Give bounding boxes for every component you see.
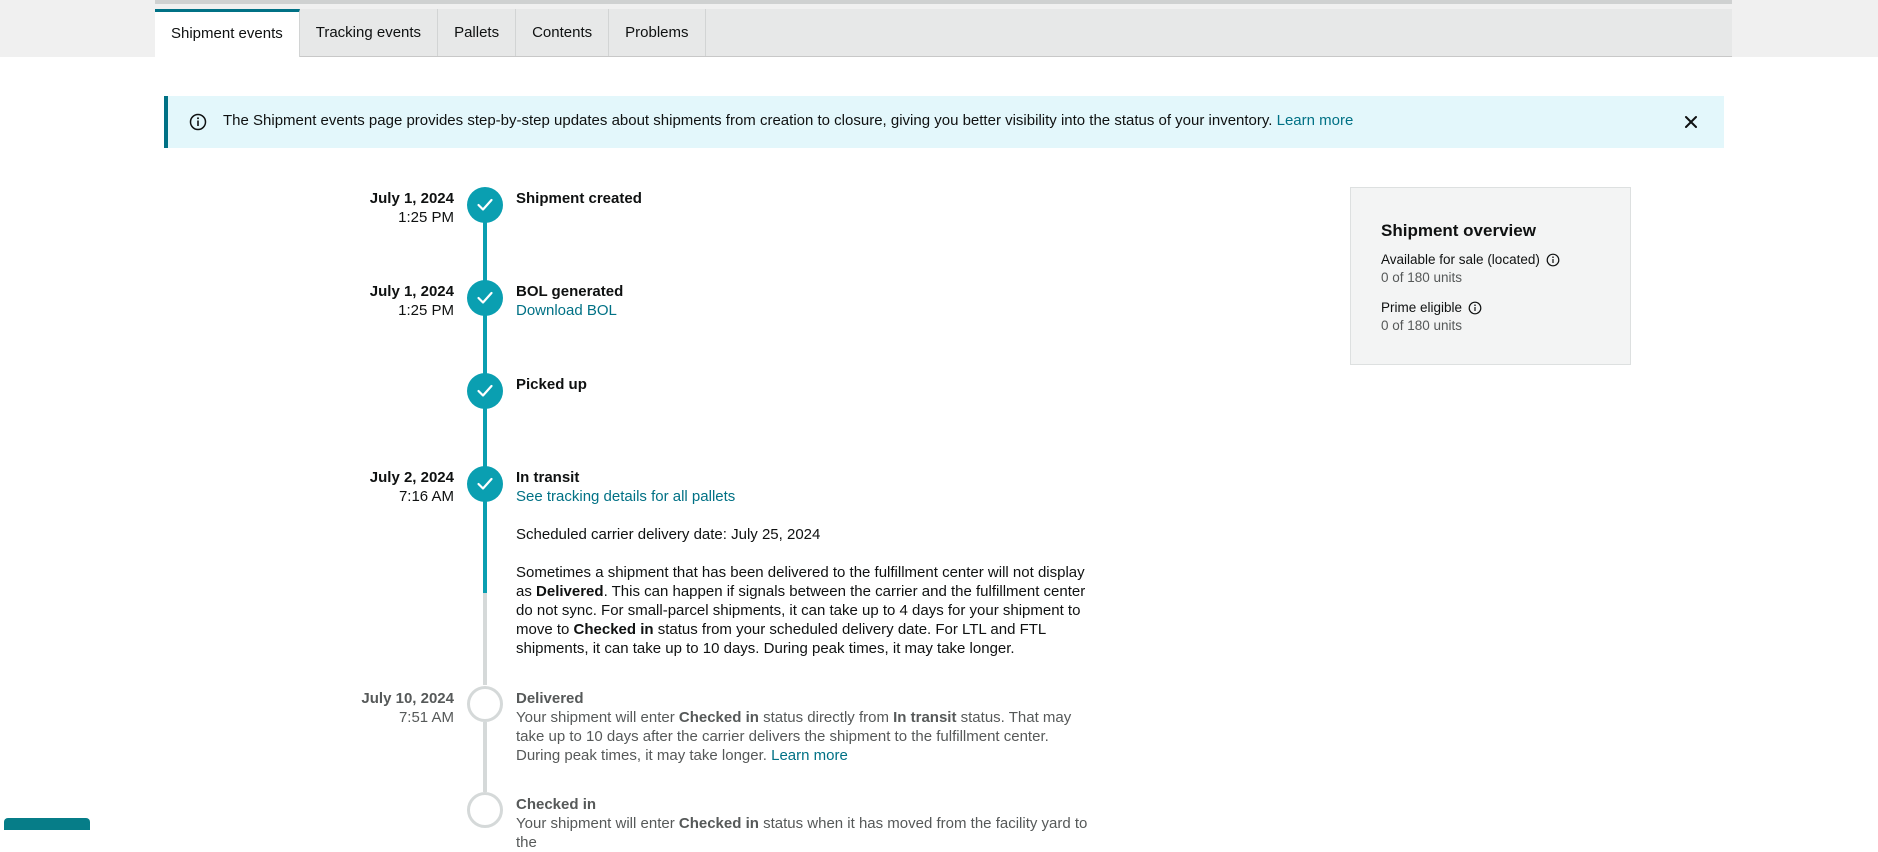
event-date — [254, 189, 454, 227]
event-date-day: July 1, 2024 — [369, 190, 454, 207]
event-shipment-created — [516, 189, 1096, 208]
available-for-sale-row — [1381, 251, 1560, 287]
overview-title: Shipment overview — [1381, 221, 1536, 240]
timeline-connector — [483, 722, 487, 792]
download-bol-link[interactable]: Download BOL — [516, 302, 617, 319]
tab-tracking-events[interactable]: Tracking events — [300, 9, 438, 56]
event-date-day: July 1, 2024 — [369, 283, 454, 300]
tab-pallets[interactable]: Pallets — [438, 9, 516, 56]
timeline-connector — [483, 501, 487, 593]
event-bol-generated — [516, 282, 1096, 320]
event-title: Delivered — [516, 690, 584, 707]
event-title: Checked in — [516, 796, 597, 813]
available-for-sale-value: 0 of 180 units — [1381, 270, 1463, 285]
feedback-button[interactable] — [4, 818, 90, 830]
event-date-time: 7:16 AM — [398, 488, 454, 505]
completed-step-node — [467, 280, 503, 316]
tracking-details-link[interactable]: See tracking details for all pallets — [516, 488, 736, 505]
checkmark-icon — [477, 477, 493, 491]
tab-contents[interactable]: Contents — [516, 9, 609, 56]
event-date-day: July 10, 2024 — [361, 690, 454, 707]
info-icon[interactable] — [1468, 301, 1482, 315]
checkmark-icon — [477, 198, 493, 212]
event-title: Picked up — [516, 376, 587, 393]
prime-eligible-row — [1381, 299, 1482, 335]
timeline-connector — [483, 593, 487, 685]
tab-problems[interactable]: Problems — [609, 9, 705, 56]
event-in-transit — [516, 468, 1096, 658]
timeline-connector — [483, 222, 487, 286]
pending-step-node — [467, 792, 503, 828]
banner-text: The Shipment events page provides step-by-step updates about shipments from creation to closure, giving you better visibility into the status of your inventory. — [223, 112, 1273, 129]
event-date-time: 1:25 PM — [398, 209, 454, 226]
event-title: BOL generated — [516, 283, 624, 300]
event-date-time: 7:51 AM — [398, 709, 454, 726]
completed-step-node — [467, 187, 503, 223]
checkmark-icon — [477, 384, 493, 398]
prime-eligible-value: 0 of 180 units — [1381, 318, 1463, 333]
delivered-learn-more-link[interactable]: Learn more — [771, 747, 848, 764]
event-date — [254, 689, 454, 727]
event-picked-up — [516, 375, 1096, 394]
timeline-connector — [483, 408, 487, 472]
event-description: Your shipment will enter Checked in status directly from In transit status. That may take up to 10 days after the carrier delivers the shipment to the fulfillment center. During peak times, it may take longer. Learn more — [516, 709, 1072, 764]
available-for-sale-label: Available for sale (located) — [1381, 252, 1540, 267]
event-date-time: 1:25 PM — [398, 302, 454, 319]
completed-step-node — [467, 373, 503, 409]
event-title: In transit — [516, 469, 580, 486]
tab-shipment-events[interactable]: Shipment events — [155, 9, 300, 57]
event-date — [254, 468, 454, 506]
in-transit-note: Sometimes a shipment that has been delivered to the fulfillment center will not display as Delivered. This can happen if signals between the carrier and the fulfillment center do not sync. For small-parcel shipments, it can take up to 4 days for your shipment to move to Checked in status from your scheduled delivery date. For LTL and FTL shipments, it can take up to 10 days. During peak times, it may take longer. — [516, 564, 1086, 657]
prime-eligible-label: Prime eligible — [1381, 300, 1463, 315]
event-title: Shipment created — [516, 190, 642, 207]
event-delivered — [516, 689, 1096, 765]
pending-step-node — [467, 686, 503, 722]
shipment-overview-panel — [1350, 187, 1631, 365]
checkmark-icon — [477, 291, 493, 305]
event-date-day: July 2, 2024 — [369, 469, 454, 486]
event-checked-in — [516, 795, 1096, 852]
banner-learn-more-link[interactable]: Learn more — [1276, 112, 1354, 129]
completed-step-node — [467, 466, 503, 502]
event-description: Your shipment will enter Checked in status when it has moved from the facility yard to the — [516, 815, 1088, 851]
timeline-connector — [483, 315, 487, 379]
event-date — [254, 282, 454, 320]
scheduled-delivery-date: Scheduled carrier delivery date: July 25, 2024 — [516, 526, 821, 543]
info-icon[interactable] — [1546, 253, 1560, 267]
